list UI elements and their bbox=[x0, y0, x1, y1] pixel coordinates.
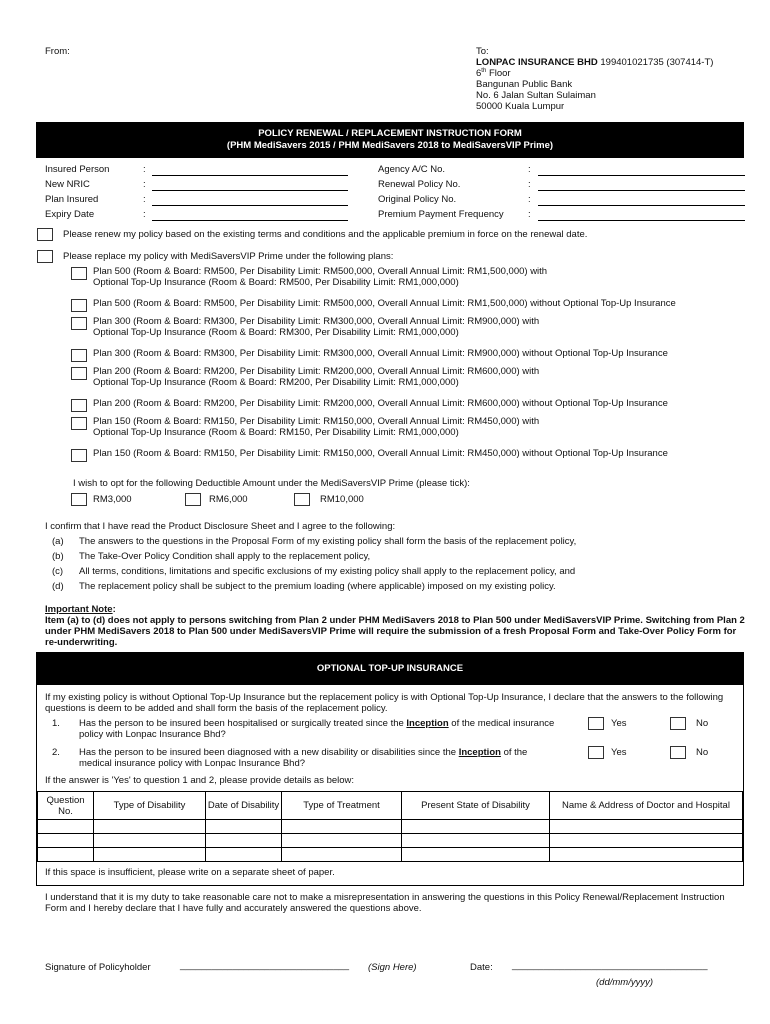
date-format-hint: (dd/mm/yyyy) bbox=[596, 977, 653, 988]
details-table bbox=[37, 791, 743, 862]
answer-yes-label: Yes bbox=[611, 747, 627, 758]
field-colon: : bbox=[143, 179, 146, 190]
table-cell[interactable] bbox=[550, 834, 743, 848]
field-label: Expiry Date bbox=[45, 209, 95, 220]
field-label: Agency A/C No. bbox=[378, 164, 446, 175]
important-note-colon: : bbox=[112, 604, 116, 615]
table-cell[interactable] bbox=[206, 848, 282, 862]
form-title-bar bbox=[36, 122, 744, 158]
table-cell[interactable] bbox=[402, 848, 550, 862]
plan-text-line2: Optional Top-Up Insurance (Room & Board: RM500, Per Disability Limit: RM1,000,000) bbox=[93, 277, 459, 288]
table-cell[interactable] bbox=[38, 820, 94, 834]
plan-checkbox[interactable] bbox=[71, 417, 87, 430]
confirm-item-key: (a) bbox=[52, 536, 64, 547]
table-cell[interactable] bbox=[282, 834, 402, 848]
question-keyword: Inception bbox=[406, 718, 449, 729]
table-row bbox=[38, 848, 743, 862]
renew-checkbox[interactable] bbox=[37, 228, 53, 241]
plan-checkbox[interactable] bbox=[71, 267, 87, 280]
replace-checkbox[interactable] bbox=[37, 250, 53, 263]
field-colon: : bbox=[528, 179, 531, 190]
question-text bbox=[79, 718, 555, 740]
insufficient-note: If this space is insufficient, please write on a separate sheet of paper. bbox=[45, 867, 335, 878]
field-input[interactable] bbox=[152, 196, 348, 206]
confirm-item-key: (c) bbox=[52, 566, 64, 577]
details-prompt: If the answer is 'Yes' to question 1 and 2, please provide details as below: bbox=[45, 775, 355, 786]
table-cell[interactable] bbox=[94, 820, 206, 834]
important-note bbox=[45, 604, 745, 648]
table-cell[interactable] bbox=[94, 848, 206, 862]
question-text-post: of the medical insurance policy with Lonpac Insurance Bhd? bbox=[79, 747, 528, 769]
question-number: 2. bbox=[52, 747, 60, 758]
col-type-of-treatment: Type of Treatment bbox=[282, 792, 402, 820]
col-present-state: Present State of Disability bbox=[402, 792, 550, 820]
confirm-item-key: (d) bbox=[52, 581, 64, 592]
field-label: New NRIC bbox=[45, 179, 90, 190]
table-cell[interactable] bbox=[94, 834, 206, 848]
topup-title-bar bbox=[36, 652, 744, 685]
important-note-body: Item (a) to (d) does not apply to persons switching from Plan 2 under PHM MediSavers 2018 to Plan 500 under MediSaversVIP Prime. Switching from Plan 2 under PHM MediSavers 2018 to Plan 500 under MediSaversVIP Prime will require the submission of a fresh Proposal Form and Take-Over Policy Form for re-underwriting. bbox=[45, 615, 745, 648]
plan-checkbox[interactable] bbox=[71, 367, 87, 380]
plan-text-line1: Plan 500 (Room & Board: RM500, Per Disability Limit: RM500,000, Overall Annual Limit: RM1,500,000) without Optional Top-Up Insurance bbox=[93, 298, 676, 309]
answer-no-checkbox[interactable] bbox=[670, 717, 686, 730]
plan-checkbox[interactable] bbox=[71, 299, 87, 312]
signature-label: Signature of Policyholder bbox=[45, 962, 151, 973]
table-cell[interactable] bbox=[38, 834, 94, 848]
question-keyword: Inception bbox=[458, 747, 501, 758]
deductible-rm10000-checkbox[interactable] bbox=[294, 493, 310, 506]
floor-sup: th bbox=[481, 68, 487, 74]
answer-no-label: No bbox=[696, 718, 709, 729]
topup-intro: If my existing policy is without Optional Top-Up Insurance but the replacement policy is with Optional Top-Up Insurance, I declare that the answers to the following questions is deem to be added and shall form the basis of the replacement policy. bbox=[45, 692, 724, 714]
field-input[interactable] bbox=[538, 181, 745, 191]
field-colon: : bbox=[528, 209, 531, 220]
table-cell[interactable] bbox=[38, 848, 94, 862]
from-label: From: bbox=[45, 46, 70, 57]
plan-text-line1: Plan 150 (Room & Board: RM150, Per Disability Limit: RM150,000, Overall Annual Limit: RM450,000) with bbox=[93, 416, 540, 427]
plan-checkbox[interactable] bbox=[71, 449, 87, 462]
table-cell[interactable] bbox=[206, 834, 282, 848]
confirm-item-text: The replacement policy shall be subject to the premium loading (where applicable) imposed on my existing policy. bbox=[79, 581, 556, 592]
plan-text-line2: Optional Top-Up Insurance (Room & Board: RM300, Per Disability Limit: RM1,000,000) bbox=[93, 327, 459, 338]
details-table-header bbox=[38, 792, 743, 820]
plan-text-line1: Plan 150 (Room & Board: RM150, Per Disability Limit: RM150,000, Overall Annual Limit: RM450,000) without Optional Top-Up Insurance bbox=[93, 448, 668, 459]
deductible-rm3000-checkbox[interactable] bbox=[71, 493, 87, 506]
table-cell[interactable] bbox=[550, 848, 743, 862]
date-line[interactable]: _____________________________________ bbox=[512, 960, 708, 971]
field-label: Plan Insured bbox=[45, 194, 99, 205]
important-note-heading: Important Note bbox=[45, 604, 113, 615]
field-label: Renewal Policy No. bbox=[378, 179, 461, 190]
company-reg: 199401021735 (307414-T) bbox=[600, 57, 714, 68]
plan-text-line1: Plan 300 (Room & Board: RM300, Per Disability Limit: RM300,000, Overall Annual Limit: RM900,000) without Optional Top-Up Insurance bbox=[93, 348, 668, 359]
address-line3: No. 6 Jalan Sultan Sulaiman bbox=[476, 90, 596, 101]
to-label: To: bbox=[476, 46, 489, 57]
field-colon: : bbox=[528, 164, 531, 175]
plan-text-line2: Optional Top-Up Insurance (Room & Board: RM150, Per Disability Limit: RM1,000,000) bbox=[93, 427, 459, 438]
form-title: POLICY RENEWAL / REPLACEMENT INSTRUCTION FORM bbox=[258, 128, 522, 139]
signature-hint: (Sign Here) bbox=[368, 962, 417, 973]
field-input[interactable] bbox=[152, 181, 348, 191]
topup-title: OPTIONAL TOP-UP INSURANCE bbox=[316, 663, 464, 674]
col-date-of-disability: Date of Disability bbox=[206, 792, 282, 820]
signature-line[interactable]: ________________________________ bbox=[180, 960, 350, 971]
table-cell[interactable] bbox=[402, 820, 550, 834]
recipient-company bbox=[476, 57, 713, 68]
confirm-intro: I confirm that I have read the Product Disclosure Sheet and I agree to the following: bbox=[45, 521, 396, 532]
field-input[interactable] bbox=[152, 166, 348, 176]
plan-checkbox[interactable] bbox=[71, 317, 87, 330]
table-row bbox=[38, 820, 743, 834]
col-question-no: Question No. bbox=[38, 792, 94, 820]
field-label: Premium Payment Frequency bbox=[378, 209, 504, 220]
table-cell[interactable] bbox=[402, 834, 550, 848]
question-text-pre: Has the person to be insured been hospitalised or surgically treated since the bbox=[79, 718, 407, 729]
field-input[interactable] bbox=[538, 211, 745, 221]
address-floor bbox=[476, 68, 511, 79]
form-subtitle: (PHM MediSavers 2015 / PHM MediSavers 2018 to MediSaversVIP Prime) bbox=[226, 140, 554, 151]
confirm-item-text: The Take-Over Policy Condition shall apply to the replacement policy, bbox=[79, 551, 371, 562]
question-text-pre: Has the person to be insured been diagnosed with a new disability or disabilities since the bbox=[79, 747, 459, 758]
field-label: Insured Person bbox=[45, 164, 110, 175]
plan-text-line1: Plan 200 (Room & Board: RM200, Per Disability Limit: RM200,000, Overall Annual Limit: RM600,000) without Optional Top-Up Insurance bbox=[93, 398, 668, 409]
plan-text-line2: Optional Top-Up Insurance (Room & Board: RM200, Per Disability Limit: RM1,000,000) bbox=[93, 377, 459, 388]
replace-option-text: Please replace my policy with MediSaversVIP Prime under the following plans: bbox=[63, 251, 394, 262]
plan-text-line1: Plan 500 (Room & Board: RM500, Per Disability Limit: RM500,000, Overall Annual Limit: RM1,500,000) with bbox=[93, 266, 548, 277]
answer-no-label: No bbox=[696, 747, 709, 758]
question-number: 1. bbox=[52, 718, 60, 729]
deductible-rm10000-label: RM10,000 bbox=[320, 494, 364, 505]
answer-yes-checkbox[interactable] bbox=[588, 746, 604, 759]
field-label: Original Policy No. bbox=[378, 194, 457, 205]
deductible-rm6000-checkbox[interactable] bbox=[185, 493, 201, 506]
deductible-rm3000-label: RM3,000 bbox=[93, 494, 132, 505]
declaration: I understand that it is my duty to take reasonable care not to make a misrepresentation in answering the questions in this Policy Renewal/Replacement Instruction Form and I hereby declare that I have fully and accurately answered the questions above. bbox=[45, 892, 725, 914]
table-row bbox=[38, 834, 743, 848]
field-colon: : bbox=[143, 209, 146, 220]
deductible-intro: I wish to opt for the following Deductible Amount under the MediSaversVIP Prime (please tick): bbox=[73, 478, 470, 489]
deductible-rm6000-label: RM6,000 bbox=[209, 494, 248, 505]
floor-number: 6 bbox=[476, 68, 482, 80]
address-line2: Bangunan Public Bank bbox=[476, 79, 573, 90]
plan-text-line1: Plan 200 (Room & Board: RM200, Per Disability Limit: RM200,000, Overall Annual Limit: RM600,000) with bbox=[93, 366, 540, 377]
field-colon: : bbox=[143, 194, 146, 205]
answer-yes-checkbox[interactable] bbox=[588, 717, 604, 730]
confirm-item-text: All terms, conditions, limitations and specific exclusions of my existing policy shall apply to the replacement policy, and bbox=[79, 566, 576, 577]
confirm-item-key: (b) bbox=[52, 551, 64, 562]
plan-checkbox[interactable] bbox=[71, 349, 87, 362]
date-label: Date: bbox=[470, 962, 493, 973]
confirm-item-text: The answers to the questions in the Proposal Form of my existing policy shall form the basis of the replacement policy, bbox=[79, 536, 577, 547]
details-table-body bbox=[38, 820, 743, 862]
address-line4: 50000 Kuala Lumpur bbox=[476, 101, 565, 112]
field-colon: : bbox=[528, 194, 531, 205]
table-cell[interactable] bbox=[282, 848, 402, 862]
question-text bbox=[79, 747, 555, 769]
answer-yes-label: Yes bbox=[611, 718, 627, 729]
renew-option-text: Please renew my policy based on the existing terms and conditions and the applicable premium in force on the renewal date. bbox=[63, 229, 588, 240]
table-cell[interactable] bbox=[206, 820, 282, 834]
table-cell[interactable] bbox=[282, 820, 402, 834]
col-doctor-hospital: Name & Address of Doctor and Hospital bbox=[550, 792, 743, 820]
plan-text-line1: Plan 300 (Room & Board: RM300, Per Disability Limit: RM300,000, Overall Annual Limit: RM900,000) with bbox=[93, 316, 540, 327]
col-type-of-disability: Type of Disability bbox=[94, 792, 206, 820]
table-cell[interactable] bbox=[550, 820, 743, 834]
field-input[interactable] bbox=[538, 166, 745, 176]
floor-word: Floor bbox=[486, 68, 511, 80]
field-input[interactable] bbox=[538, 196, 745, 206]
plan-checkbox[interactable] bbox=[71, 399, 87, 412]
answer-no-checkbox[interactable] bbox=[670, 746, 686, 759]
field-colon: : bbox=[143, 164, 146, 175]
question-text-post: of the medical insurance policy with Lonpac Insurance Bhd? bbox=[79, 718, 555, 740]
field-input[interactable] bbox=[152, 211, 348, 221]
company-name: LONPAC INSURANCE BHD bbox=[476, 57, 598, 68]
